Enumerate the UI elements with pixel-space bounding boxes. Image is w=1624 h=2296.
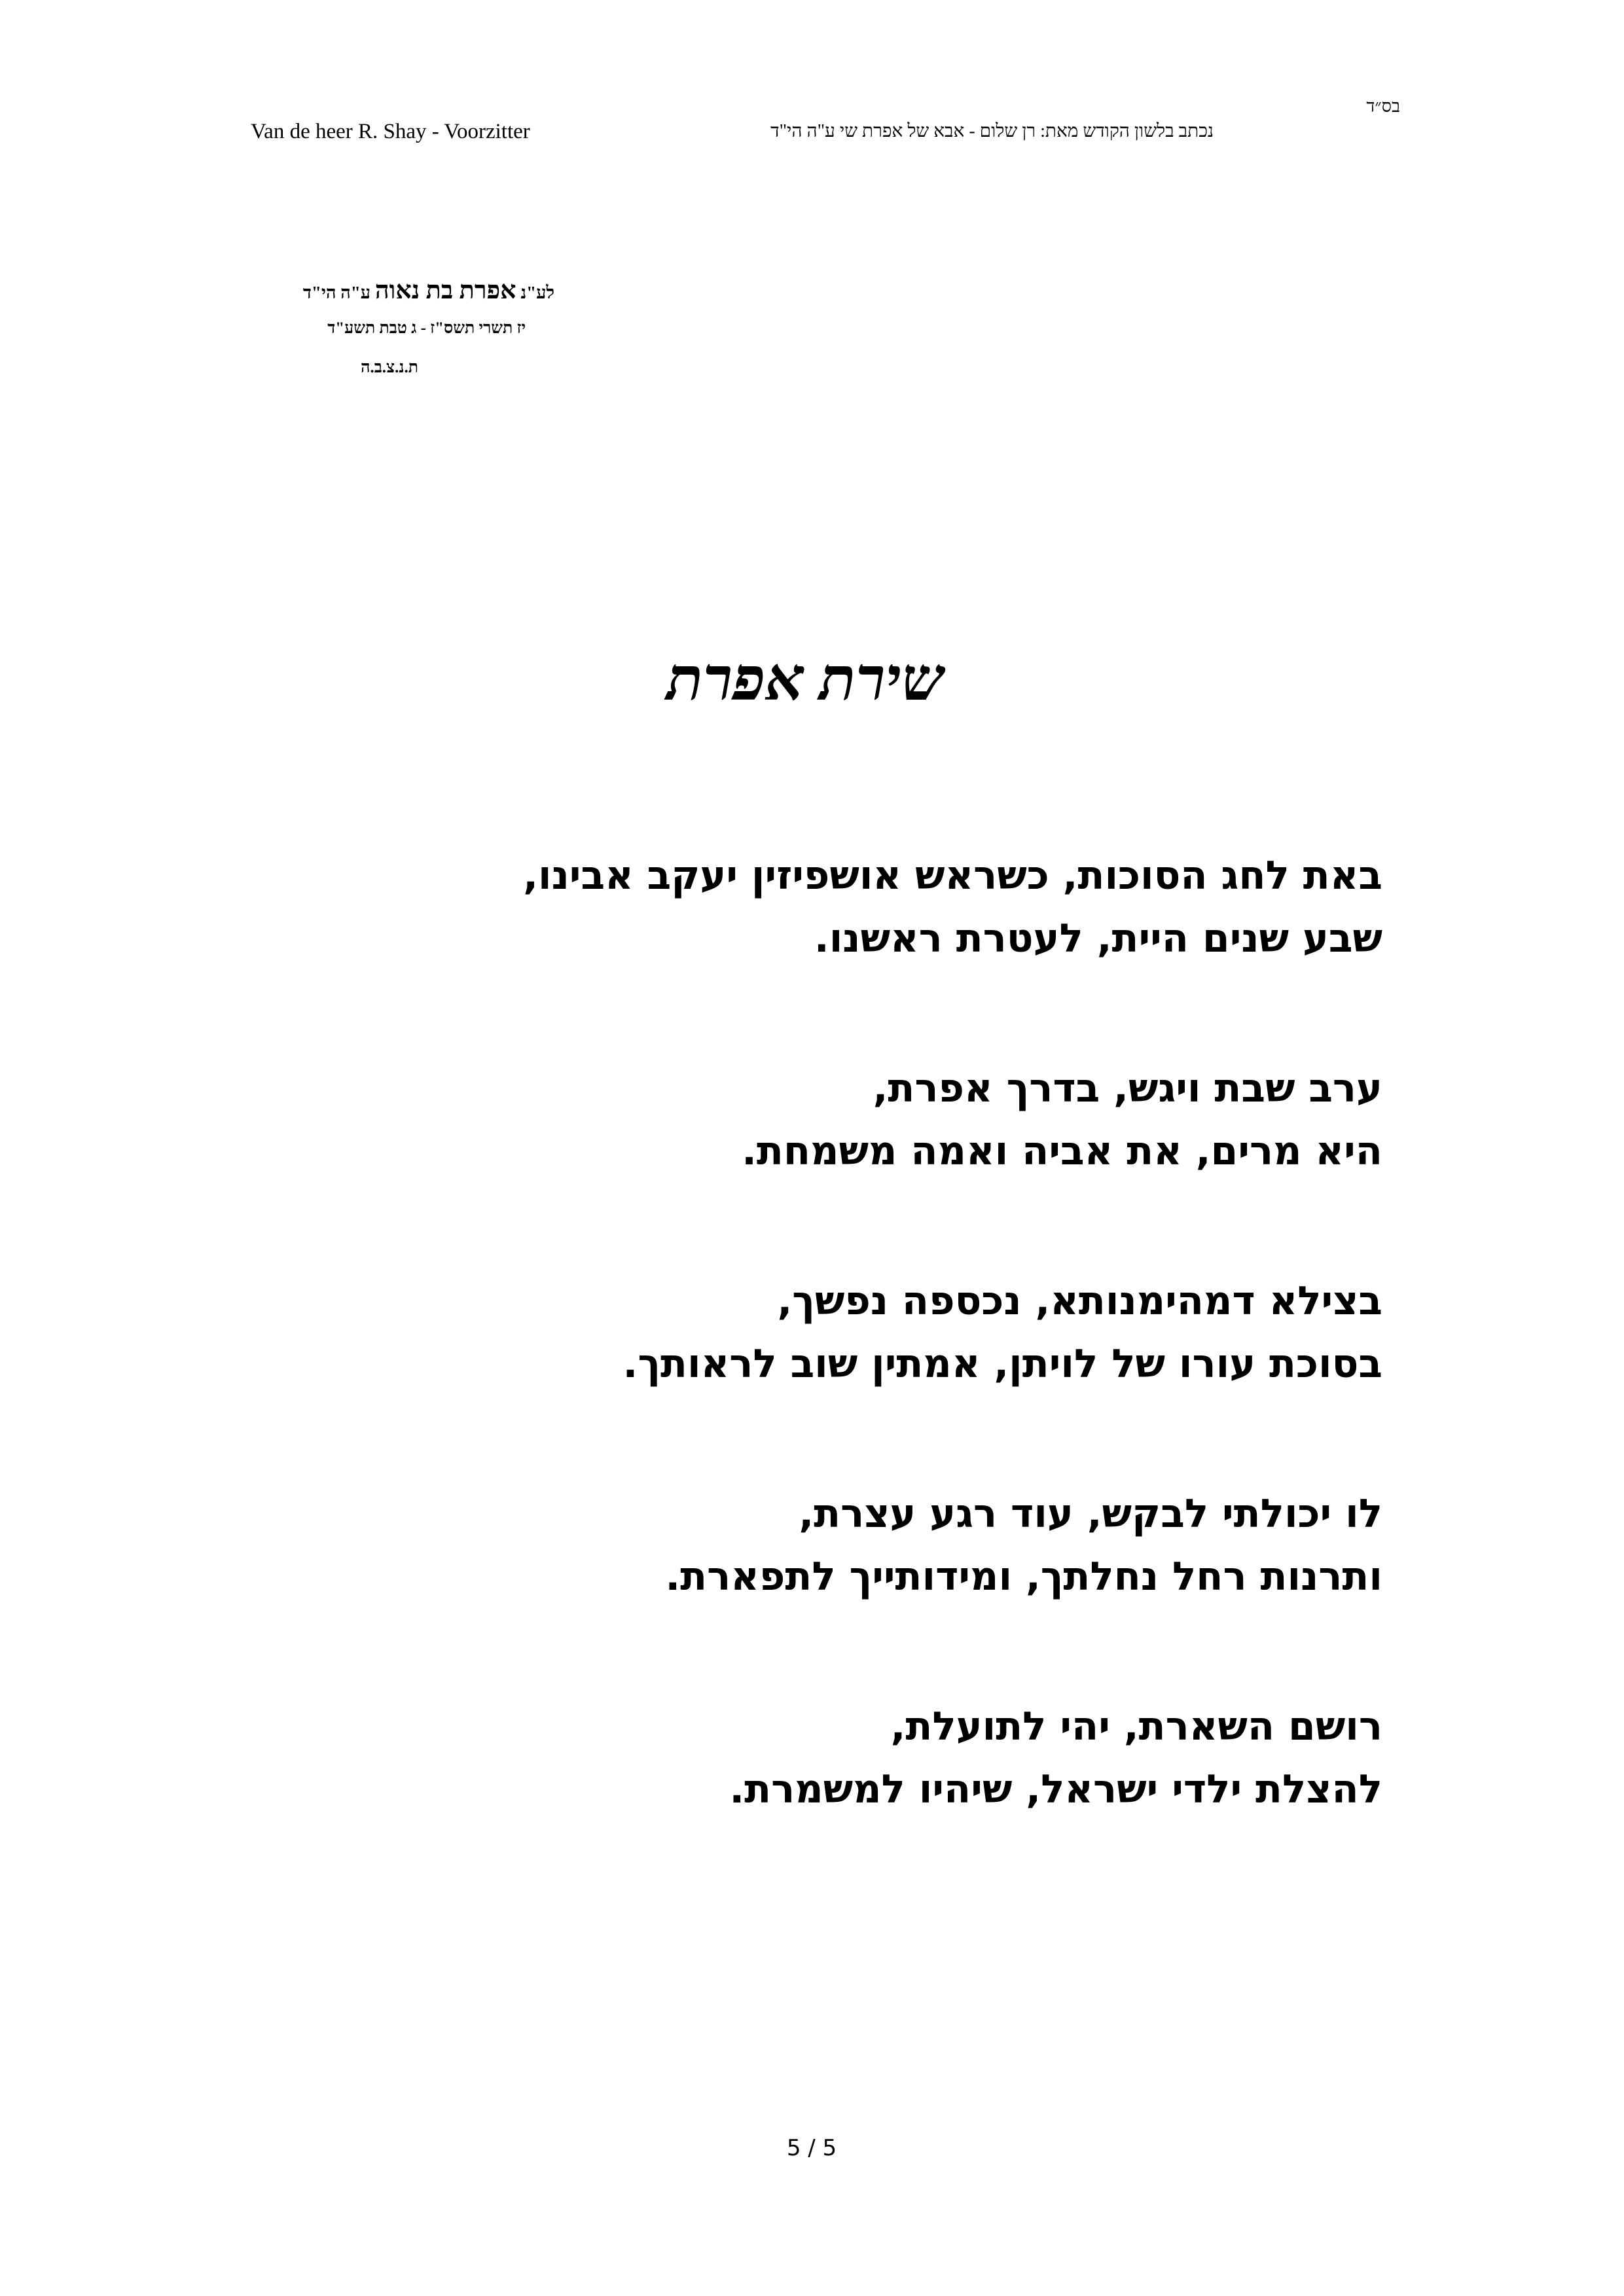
stanza bbox=[302, 1482, 1382, 1608]
header-author: Van de heer R. Shay - Voorzitter bbox=[251, 120, 530, 143]
poem-line: לו יכולתי לבקש, עוד רגע עצרת, bbox=[799, 1491, 1382, 1537]
memorial-name: אפרת בת נאוה bbox=[374, 277, 516, 304]
poem-line: רושם השארת, יהי לתועלת, bbox=[890, 1704, 1382, 1749]
memorial-suffix: ע"ה הי"ד bbox=[302, 283, 371, 302]
page-number: 5 / 5 bbox=[786, 2135, 837, 2161]
poem-line: היא מרים, את אביה ואמה משמחת. bbox=[742, 1128, 1382, 1174]
memorial-dates: יז תשרי תשס"ז - ג טבת תשע"ד bbox=[327, 319, 526, 337]
poem-line: בסוכת עורו של לויתן, אמתין שוב לראותך. bbox=[623, 1341, 1382, 1387]
poem-line: שבע שנים היית, לעטרת ראשנו. bbox=[814, 916, 1382, 961]
poem-body bbox=[302, 844, 1382, 1908]
poem-line: באת לחג הסוכות, כשראש אושפיזין יעקב אבינו, bbox=[523, 853, 1382, 899]
stanza bbox=[302, 1270, 1382, 1395]
corner-mark: בס״ד bbox=[1366, 96, 1400, 116]
header-attribution: נכתב בלשון הקודש מאת: רן שלום - אבא של אפרת שי ע"ה הי"ד bbox=[770, 121, 1214, 141]
stanza bbox=[302, 844, 1382, 970]
poem-title: שירת אפרת bbox=[666, 646, 944, 713]
poem-line: להצלת ילדי ישראל, שיהיו למשמרת. bbox=[729, 1767, 1382, 1812]
poem-line: ותרנות רחל נחלתך, ומידותייך לתפארת. bbox=[665, 1554, 1382, 1600]
memorial-prefix: לע"נ bbox=[520, 283, 554, 302]
stanza bbox=[302, 1057, 1382, 1183]
poem-line: בצילא דמהימנותא, נכספה נפשך, bbox=[777, 1278, 1382, 1324]
stanza bbox=[302, 1695, 1382, 1821]
memorial-line-1 bbox=[303, 276, 554, 305]
poem-line: ערב שבת ויגש, בדרך אפרת, bbox=[873, 1066, 1382, 1111]
memorial-blessing: ת.נ.צ.ב.ה bbox=[361, 359, 418, 376]
